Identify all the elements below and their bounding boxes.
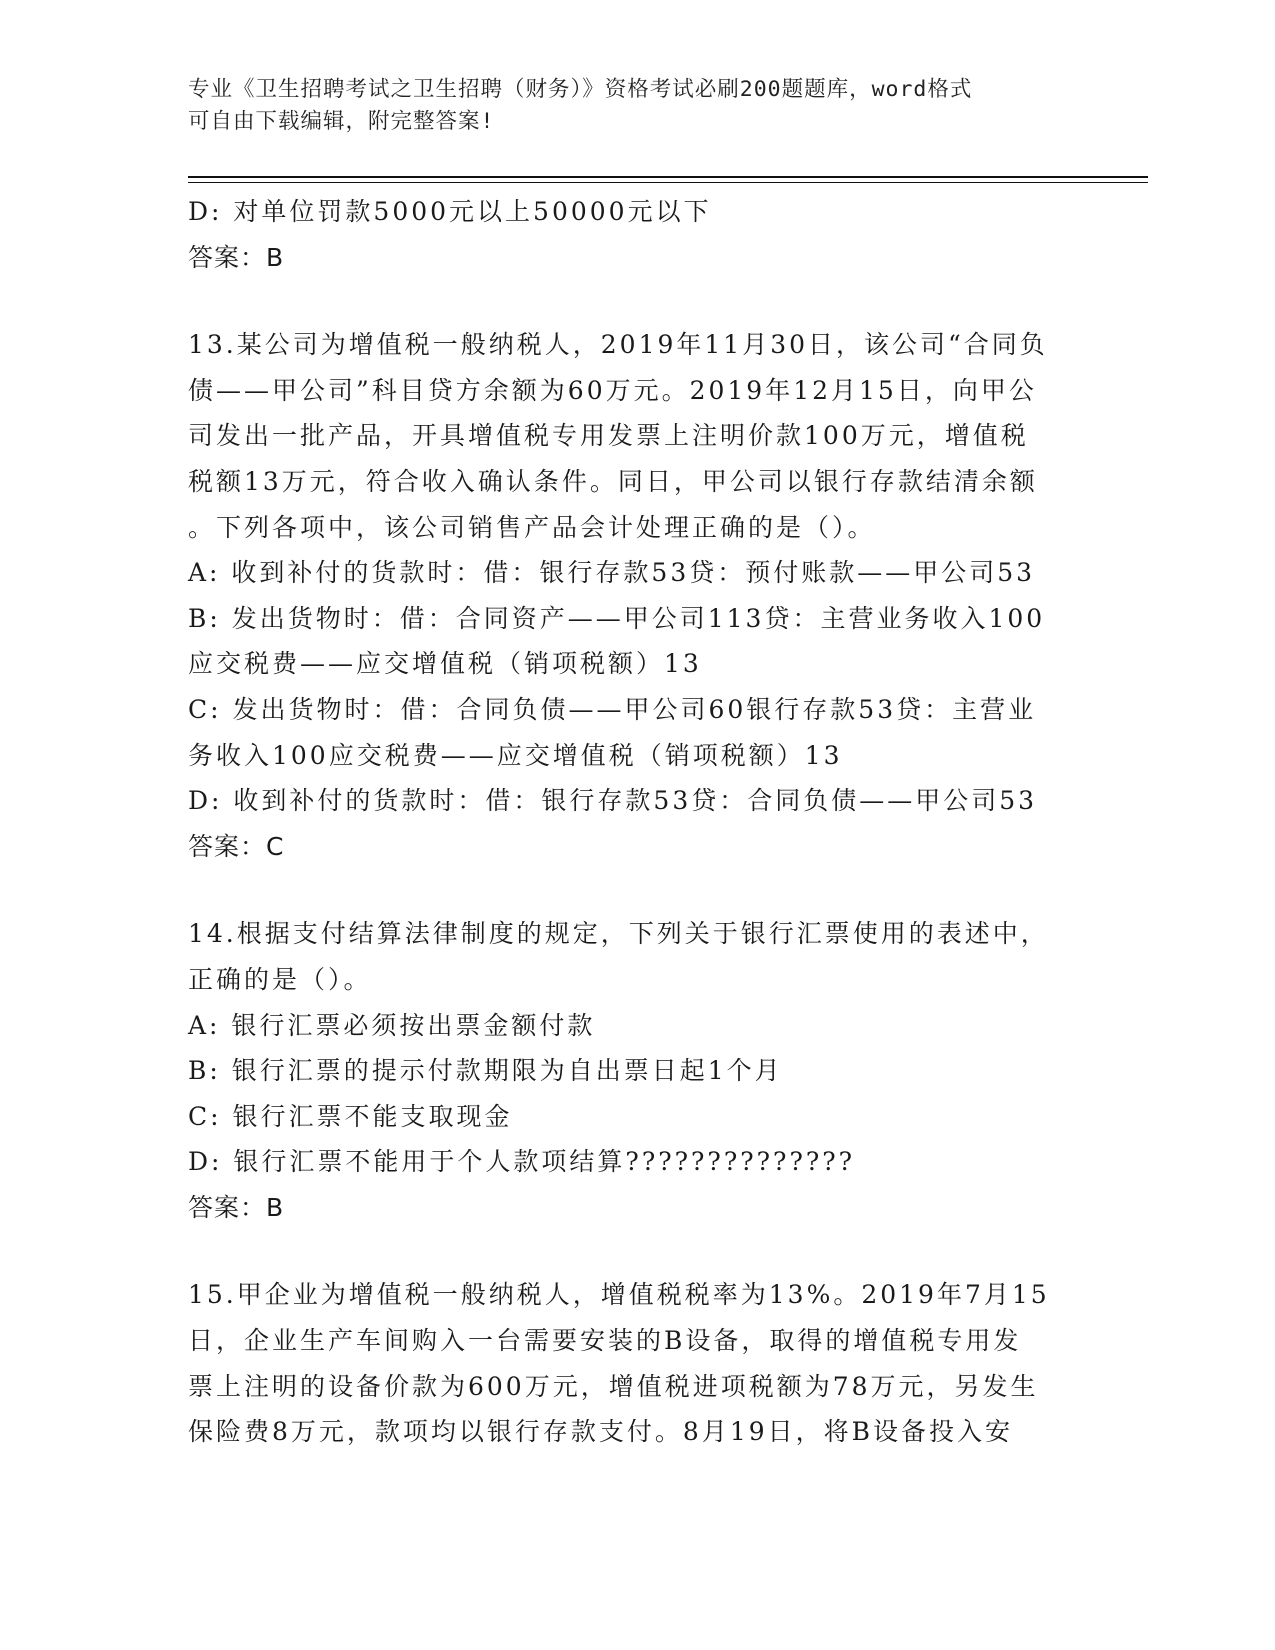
question-text: 税额13万元，符合收入确认条件。同日，甲公司以银行存款结清余额 bbox=[188, 466, 1038, 496]
question-text: 正确的是（）。 bbox=[188, 964, 372, 994]
question-text: 票上注明的设备价款为600万元，增值税进项税额为78万元，另发生 bbox=[188, 1371, 1039, 1401]
question-text: 15.甲企业为增值税一般纳税人，增值税税率为13%。2019年7月15 bbox=[188, 1280, 1050, 1310]
question-text: 保险费8万元，款项均以银行存款支付。8月19日，将B设备投入安 bbox=[188, 1417, 1013, 1447]
header-line-1: 专业《卫生招聘考试之卫生招聘（财务）》资格考试必刷200题题库，word格式 bbox=[188, 77, 973, 102]
option-d: D: 银行汇票不能用于个人款项结算?????????????? bbox=[188, 1147, 856, 1177]
option-a: A: 收到补付的货款时：借：银行存款53贷：预付账款——甲公司53 bbox=[188, 558, 1036, 588]
question-text: 司发出一批产品，开具增值税专用发票上注明价款100万元，增值税 bbox=[188, 421, 1029, 451]
option-d: D: 对单位罚款5000元以上50000元以下 bbox=[188, 197, 712, 226]
question-text: 。下列各项中，该公司销售产品会计处理正确的是（）。 bbox=[188, 512, 876, 542]
answer-line: 答案：B bbox=[188, 1192, 285, 1222]
question-text: 14.根据支付结算法律制度的规定，下列关于银行汇票使用的表述中， bbox=[188, 919, 1049, 949]
header-line-2: 可自由下载编辑，附完整答案! bbox=[188, 109, 495, 134]
option-b-continued: 应交税费——应交增值税（销项税额）13 bbox=[188, 649, 702, 679]
option-c: C: 发出货物时：借：合同负债——甲公司60银行存款53贷：主营业 bbox=[188, 694, 1037, 724]
question-text: 日，企业生产车间购入一台需要安装的B设备，取得的增值税专用发 bbox=[188, 1326, 1022, 1356]
option-b: B: 银行汇票的提示付款期限为自出票日起1个月 bbox=[188, 1056, 783, 1086]
option-c: C: 银行汇票不能支取现金 bbox=[188, 1101, 513, 1131]
option-a: A: 银行汇票必须按出票金额付款 bbox=[188, 1010, 596, 1040]
option-b: B: 发出货物时：借：合同资产——甲公司113贷：主营业务收入100 bbox=[188, 603, 1046, 633]
answer-line: 答案：B bbox=[188, 242, 285, 272]
question-block-12 bbox=[188, 189, 1088, 280]
header-divider-thin bbox=[188, 182, 1148, 183]
document-header bbox=[188, 74, 1068, 138]
question-block-13 bbox=[188, 322, 1088, 869]
question-block-15 bbox=[188, 1272, 1088, 1454]
option-d: D: 收到补付的货款时：借：银行存款53贷：合同负债——甲公司53 bbox=[188, 786, 1038, 816]
answer-line: 答案：C bbox=[188, 831, 285, 861]
document-body bbox=[188, 189, 1088, 1455]
question-block-14 bbox=[188, 911, 1088, 1230]
option-c-continued: 务收入100应交税费——应交增值税（销项税额）13 bbox=[188, 740, 843, 770]
header-divider-thick bbox=[188, 176, 1148, 178]
question-text: 债——甲公司”科目贷方余额为60万元。2019年12月15日，向甲公 bbox=[188, 375, 1037, 405]
question-text: 13.某公司为增值税一般纳税人，2019年11月30日，该公司“合同负 bbox=[188, 330, 1048, 360]
